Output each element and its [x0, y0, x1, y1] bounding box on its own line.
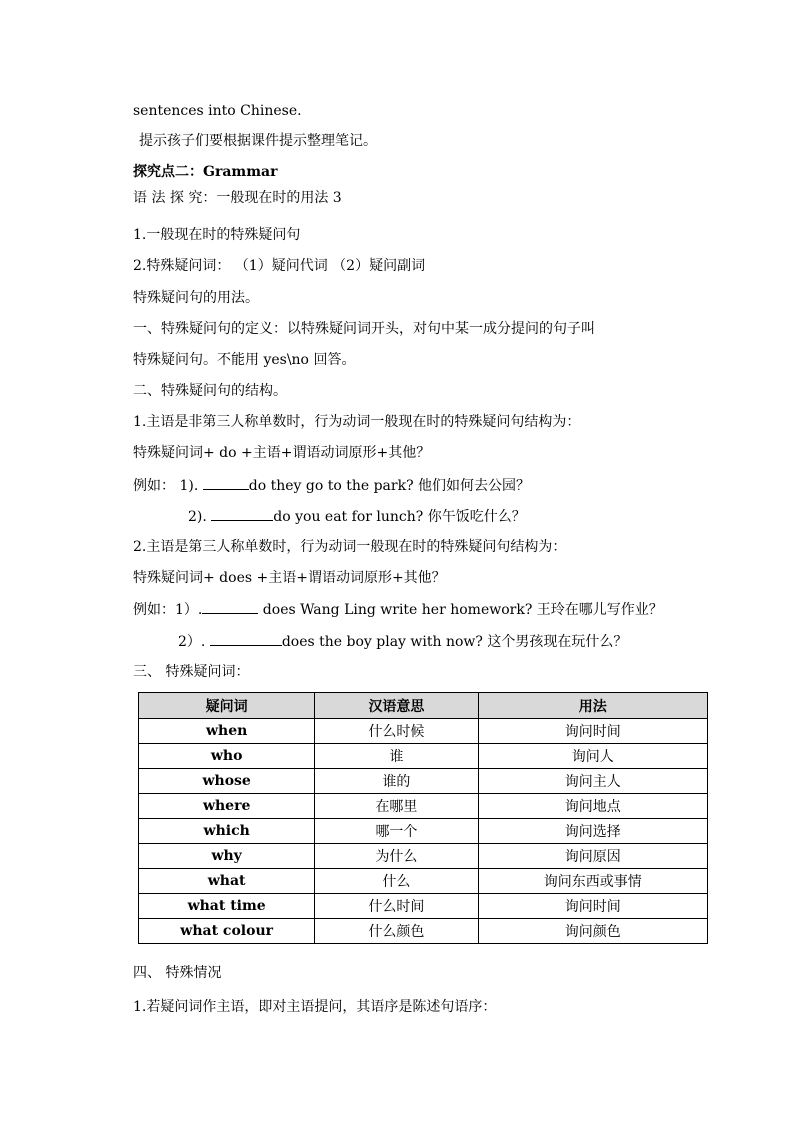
text-line: 2.特殊疑问词： （1）疑问代词 （2）疑问副词 — [133, 258, 426, 274]
text-line: 1.主语是非第三人称单数时，行为动词一般现在时的特殊疑问句结构为： — [133, 414, 581, 430]
meaning-cell: 谁的 — [315, 769, 478, 794]
table-row — [139, 919, 708, 944]
example-label: 2）. — [178, 634, 210, 650]
question-word-cell: why — [139, 844, 315, 869]
question-word-cell: where — [139, 794, 315, 819]
text-line: 特殊疑问词+ does +主语+谓语动词原形+其他？ — [133, 570, 446, 586]
text-line: 四、 特殊情况 — [133, 965, 222, 981]
usage-cell: 询问时间 — [478, 894, 707, 919]
text-line: 特殊疑问词+ do +主语+谓语动词原形+其他？ — [133, 445, 431, 461]
table-row — [139, 769, 708, 794]
usage-cell: 询问选择 — [478, 819, 707, 844]
question-word-cell: when — [139, 719, 315, 744]
question-word-cell: what — [139, 869, 315, 894]
example-text: does the boy play with now? 这个男孩现在玩什么？ — [281, 634, 628, 650]
text-line: 三、 特殊疑问词： — [133, 664, 250, 680]
text-line: 1.若疑问词作主语，即对主语提问，其语序是陈述句语序： — [133, 999, 497, 1015]
question-word-cell: whose — [139, 769, 315, 794]
column-header: 疑问词 — [139, 693, 315, 719]
example-text: do you eat for lunch? 你午饭吃什么？ — [273, 509, 526, 525]
fill-blank — [211, 507, 273, 521]
table-row — [139, 844, 708, 869]
column-header: 汉语意思 — [315, 693, 478, 719]
example-label: 2). — [188, 509, 212, 525]
meaning-cell: 谁 — [315, 744, 478, 769]
text-line: 2.主语是第三人称单数时，行为动词一般现在时的特殊疑问句结构为： — [133, 539, 567, 555]
text-line: 语 法 探 究：一般现在时的用法 3 — [133, 190, 342, 206]
question-words-table — [138, 692, 708, 944]
usage-cell: 询问人 — [478, 744, 707, 769]
table-row — [139, 744, 708, 769]
text-line: 特殊疑问句。不能用 yes\no 回答。 — [133, 352, 356, 368]
meaning-cell: 什么时候 — [315, 719, 478, 744]
table-row — [139, 794, 708, 819]
example-text: do they go to the park? 他们如何去公园？ — [248, 478, 531, 494]
meaning-cell: 在哪里 — [315, 794, 478, 819]
fill-blank — [210, 632, 282, 646]
usage-cell: 询问颜色 — [478, 919, 707, 944]
usage-cell: 询问时间 — [478, 719, 707, 744]
text-line: 特殊疑问句的用法。 — [133, 290, 259, 306]
usage-cell: 询问主人 — [478, 769, 707, 794]
example-line — [133, 476, 530, 495]
text-line: 二、特殊疑问句的结构。 — [133, 383, 287, 399]
section-heading: 探究点二：Grammar — [133, 164, 278, 180]
text-line: 提示孩子们要根据课件提示整理笔记。 — [139, 133, 377, 149]
example-line — [188, 507, 526, 526]
meaning-cell: 什么颜色 — [315, 919, 478, 944]
example-line — [133, 600, 663, 619]
text-line: 一、特殊疑问句的定义：以特殊疑问词开头，对句中某一成分提问的句子叫 — [133, 321, 595, 337]
example-label: 例如：1）. — [133, 602, 203, 618]
table-row — [139, 719, 708, 744]
example-text: does Wang Ling write her homework? 王玲在哪儿写作业？ — [258, 602, 663, 618]
table-row — [139, 894, 708, 919]
table-header-row — [139, 693, 708, 719]
meaning-cell: 什么 — [315, 869, 478, 894]
column-header: 用法 — [478, 693, 707, 719]
table-row — [139, 869, 708, 894]
question-word-cell: what time — [139, 894, 315, 919]
fill-blank — [202, 600, 258, 614]
text-line: sentences into Chinese. — [133, 103, 302, 119]
question-word-cell: what colour — [139, 919, 315, 944]
meaning-cell: 什么时间 — [315, 894, 478, 919]
text-line: 1.一般现在时的特殊疑问句 — [133, 227, 301, 243]
fill-blank — [203, 476, 249, 490]
meaning-cell: 为什么 — [315, 844, 478, 869]
question-word-cell: which — [139, 819, 315, 844]
usage-cell: 询问东西或事情 — [478, 869, 707, 894]
example-line — [178, 632, 627, 651]
example-label: 例如： 1). — [133, 478, 203, 494]
usage-cell: 询问原因 — [478, 844, 707, 869]
usage-cell: 询问地点 — [478, 794, 707, 819]
table-row — [139, 819, 708, 844]
meaning-cell: 哪一个 — [315, 819, 478, 844]
question-word-cell: who — [139, 744, 315, 769]
